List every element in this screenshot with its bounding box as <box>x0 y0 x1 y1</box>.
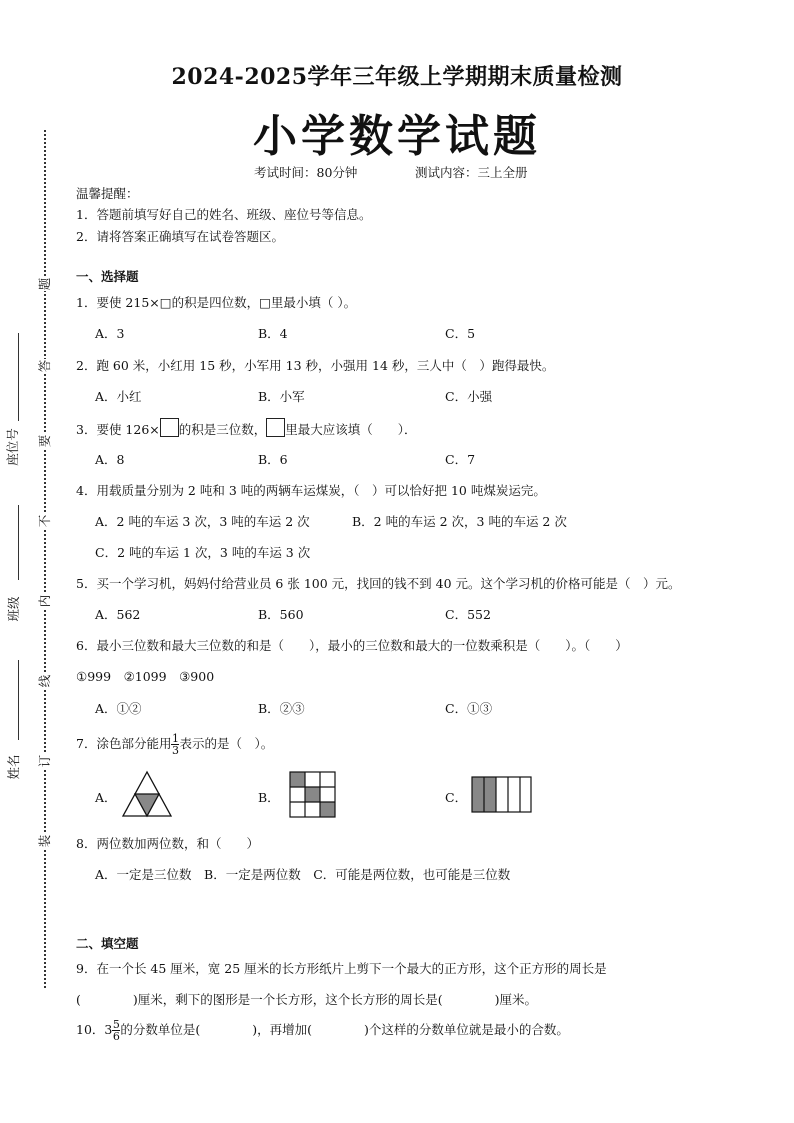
q1-option-b[interactable]: B．4 <box>258 326 288 341</box>
q9-text: )厘米。 <box>494 992 538 1007</box>
exam-content: 测试内容：三上全册 <box>415 165 528 180</box>
fraction-numerator: 5 <box>112 1018 120 1031</box>
reminder-item: 1．答题前填写好自己的姓名、班级、座位号等信息。 <box>76 207 372 222</box>
exam-time: 考试时间：80分钟 <box>254 165 358 180</box>
seat-number-write-line[interactable] <box>18 333 19 421</box>
binding-char: 题 <box>37 277 52 291</box>
q7-stem-part: 表示的是（ ）。 <box>179 736 274 751</box>
question-5-stem: 5．买一个学习机，妈妈付给营业员 6 张 100 元，找回的钱不到 40 元。这个学习机的价格可能是（ ）元。 <box>76 576 681 591</box>
answer-box <box>160 418 179 437</box>
binding-char: 答 <box>37 359 52 373</box>
question-7-stem <box>76 733 273 756</box>
q5-option-c[interactable]: C．552 <box>445 607 491 622</box>
name-write-line[interactable] <box>18 660 19 740</box>
q6-option-b[interactable]: B．②③ <box>258 701 305 716</box>
binding-char: 订 <box>37 754 52 768</box>
reminder-item: 2．请将答案正确填写在试卷答题区。 <box>76 229 284 244</box>
binding-char: 要 <box>37 434 52 448</box>
q7-option-a[interactable]: A． <box>95 790 117 805</box>
question-9-line2 <box>76 990 537 1008</box>
q10-text: )，再增加( <box>252 1022 313 1037</box>
binding-char: 内 <box>37 594 52 608</box>
exam-title: 2024-2025学年三年级上学期期末质量检测 <box>171 64 623 90</box>
question-9-line1: 9．在一个长 45 厘米，宽 25 厘米的长方形纸片上剪下一个最大的正方形，这个正方形的周长是 <box>76 961 607 976</box>
q8-options[interactable]: A．一定是三位数 B．一定是两位数 C．可能是两位数，也可能是三位数 <box>95 867 511 882</box>
q5-option-b[interactable]: B．560 <box>258 607 304 622</box>
fraction-denominator: 3 <box>171 744 179 757</box>
q6-choices: ①999 ②1099 ③900 <box>76 669 215 684</box>
class-label: 班级 <box>6 596 21 622</box>
question-8-stem: 8．两位数加两位数，和（ ） <box>76 836 259 851</box>
triangle-figure <box>121 770 173 818</box>
strip-figure <box>471 776 533 814</box>
question-4-stem: 4．用载质量分别为 2 吨和 3 吨的两辆车运煤炭，（ ）可以恰好把 10 吨煤炭运完。 <box>76 483 546 498</box>
question-1-stem: 1．要使 215×□的积是四位数，□里最小填（ ）。 <box>76 295 357 310</box>
reminder-heading: 温馨提醒： <box>76 186 139 201</box>
answer-box <box>266 418 285 437</box>
fraction-denominator: 6 <box>112 1030 120 1043</box>
q9-text: )厘米，剩下的图形是一个长方形，这个长方形的周长是( <box>132 992 443 1007</box>
section-heading: 一、选择题 <box>76 269 139 284</box>
binding-char: 线 <box>37 674 52 688</box>
question-3-stem <box>76 418 417 438</box>
q4-option-b[interactable]: B．2 吨的车运 2 次，3 吨的车运 2 次 <box>352 514 567 529</box>
q6-option-a[interactable]: A．①② <box>95 701 142 716</box>
binding-char: 不 <box>37 514 52 528</box>
q7-option-b[interactable]: B． <box>258 790 280 805</box>
section-heading: 二、填空题 <box>76 936 139 951</box>
q3-stem-part: 3．要使 126× <box>76 422 160 437</box>
q2-option-c[interactable]: C．小强 <box>445 389 493 404</box>
q10-text: )个这样的分数单位就是最小的合数。 <box>364 1022 569 1037</box>
q5-option-a[interactable]: A．562 <box>95 607 141 622</box>
q3-option-a[interactable]: A．8 <box>95 452 125 467</box>
q3-option-b[interactable]: B．6 <box>258 452 288 467</box>
q10-prefix: 10．3 <box>76 1022 113 1037</box>
class-write-line[interactable] <box>18 505 19 580</box>
q2-option-b[interactable]: B．小军 <box>258 389 305 404</box>
q4-option-a[interactable]: A．2 吨的车运 3 次，3 吨的车运 2 次 <box>95 514 310 529</box>
grid-figure <box>289 771 337 819</box>
q6-option-c[interactable]: C．①③ <box>445 701 493 716</box>
q2-option-a[interactable]: A．小红 <box>95 389 142 404</box>
q3-option-c[interactable]: C．7 <box>445 452 476 467</box>
binding-char: 装 <box>37 834 52 848</box>
question-2-stem: 2．跑 60 米，小红用 15 秒，小军用 13 秒，小强用 14 秒，三人中（ ）跑得最快。 <box>76 358 555 373</box>
q7-option-c[interactable]: C． <box>445 790 468 805</box>
fraction-numerator: 1 <box>171 732 179 745</box>
q1-option-a[interactable]: A．3 <box>95 326 125 341</box>
q1-option-c[interactable]: C．5 <box>445 326 476 341</box>
binding-dotted-line <box>44 130 46 988</box>
question-10 <box>76 1019 569 1042</box>
q9-text: ( <box>76 992 81 1007</box>
q3-stem-part: 的积是三位数， <box>178 422 267 437</box>
seat-number-label: 座位号 <box>5 428 20 466</box>
question-6-stem: 6．最小三位数和最大三位数的和是（ ），最小的三位数和最大的一位数乘积是（ ）。（ ） <box>76 638 628 653</box>
q7-stem-part: 7．涂色部分能用 <box>76 736 172 751</box>
q4-option-c[interactable]: C．2 吨的车运 1 次，3 吨的车运 3 次 <box>95 545 311 560</box>
subject-title: 小学数学试题 <box>253 111 541 162</box>
name-label: 姓名 <box>6 754 21 780</box>
q10-text: 的分数单位是( <box>120 1022 201 1037</box>
q3-stem-part: 里最大应该填（ ）． <box>285 422 417 437</box>
